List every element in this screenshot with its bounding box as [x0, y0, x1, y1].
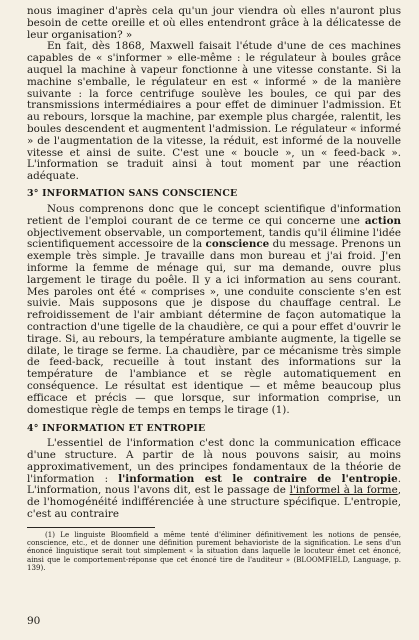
section-heading-3: 3° INFORMATION SANS CONSCIENCE	[27, 187, 238, 199]
p3-text-3: du message. Prenons un exemple très simple. Je travaille dans mon bureau et j'ai froid. J'en informe la femme de ménage qui, sur ma demande, ouvre plus largement le tirage du poêle. Il y a ici information au sens courant. Mes paroles ont été « comprises », une conduite consciente s'en est suivie. Mais supposons que je dispose du chauffage central. Le refroidissement de l'air ambiant détermine de façon automatique la contraction d'une tigelle de la chaudière, ce qui a pour effet d'ouvrir le tirage. Si, au rebours, la température ambiante augmente, la tigelle se dilate, le tirage se ferme. La chaudière, par ce mécanisme très simple de feed-back, recueille à tout instant des informations sur la température de l'ambiance et se règle automatiquement en conséquence. Le résultat est identique — et même beaucoup plus efficace et précis — que lorsque, sur information comprise, un domestique règle de temps en temps le tirage (1).	[27, 238, 401, 416]
p3-bold-conscience: conscience	[205, 238, 270, 251]
paragraph-information-entropie	[27, 438, 401, 521]
p3-bold-action: action	[364, 214, 401, 227]
p3-text-1: Nous comprenons donc que le concept scientifique d'information retient de l'emploi courant de ce terme ce qui concerne une	[27, 202, 401, 227]
p3-text-2: objectivement observable, un comportement, tandis qu'il élimine l'idée scientifiquement accessoire de la	[27, 226, 401, 251]
paragraph-maxwell: En fait, dès 1868, Maxwell faisait l'étude d'une de ces machines capables de « s'informer » elle-même : le régulateur à boules grâce auquel la machine à vapeur fonctionne à une vitesse constante. Si la machine s'emballe, le régulateur en est « informé » de la manière suivante : la force centrifuge soulève les boules, ce qui par des transmissions intermédiaires a pour effet de diminuer l'admission. Et au rebours, lorsque la machine, par exemple plus chargée, ralentit, les boules descendent et augmentent l'admission. Le régulateur « informé » de l'augmentation de la vitesse, la réduit, est informé de la nouvelle vitesse et ainsi de suite. C'est une « boucle », un « feed-back ». L'information se traduit ainsi à tout moment par une réaction adéquate.	[27, 40, 401, 183]
paragraph-information-sans-conscience	[27, 204, 401, 416]
footnote: (1) Le linguiste Bloomfield a même tenté d'éliminer définitivement les notions de pensée, conscience, etc., et de donner une définition purement behavioriste de la signification. Le sens d'un énoncé linguistique serait tout simplement « la situation dans laquelle le locuteur émet cet énoncé, ainsi que le comportement-réponse que cet énoncé tire de l'auditeur » (BLOOMFIELD, Language, p. 139).	[27, 529, 401, 573]
p4-text-3: , de l'homogénéité indifférenciée à une structure spécifique. L'entropie, c'est au contraire	[27, 484, 401, 521]
p4-bold-principle: l'information est le contraire de l'entropie	[118, 472, 398, 485]
footnote-rule	[27, 527, 155, 528]
p4-underlined-phrase: l'informel à la forme	[289, 484, 398, 497]
section-heading-4: 4° INFORMATION ET ENTROPIE	[27, 423, 206, 435]
paragraph-quote-end: nous imaginer d'après cela qu'un jour viendra où elles n'auront plus besoin de cette oreille et où elles entendront grâce à la délicatesse de leur organisation? »	[27, 5, 401, 41]
page-number: 90	[27, 615, 41, 627]
p4-text-2: . L'information, nous l'avons dit, est le passage de	[27, 472, 402, 497]
p4-text-1: L'essentiel de l'information c'est donc la communication efficace d'une structure. A partir de là nous pouvons saisir, au moins approximativement, un des principes fondamentaux de la théorie de l'information :	[27, 437, 401, 485]
